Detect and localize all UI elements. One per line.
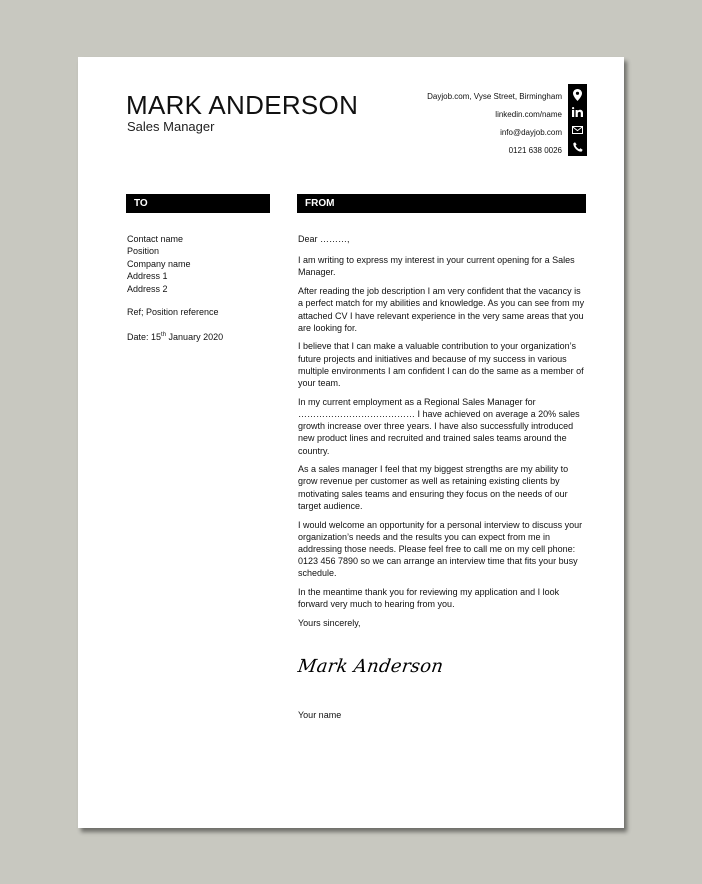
cover-letter-page <box>78 57 624 828</box>
letter-paragraph-2: After reading the job description I am very confident that the vacancy is a perfect match for my abilities and knowledge. As you can see from my attached CV I have relevant experience in the very same areas that you are looking for. <box>298 286 585 333</box>
handwritten-signature: Mark Anderson <box>296 656 445 677</box>
contact-phone: 0121 638 0026 <box>508 146 562 155</box>
letter-paragraph-5: As a sales manager I feel that my biggest strengths are my ability to grow revenue per customer as well as retaining existing clients by motivating sales teams and ensuring they focus on the needs of our target audience. <box>298 464 569 511</box>
letter-paragraph-3: I believe that I can make a valuable contribution to your organization’s future projects and initiatives and because of my success in various multiple environments I am confident I can do the same as a member of your team. <box>298 341 584 389</box>
letter-paragraph-4: In my current employment as a Regional Sales Manager for ………………………………… I have achieved on average a 20% sales growth increase over three years. I have also successfully introduced new product lines and recruited and trained sales teams around the country. <box>298 396 580 456</box>
to-section-heading: TO <box>126 194 270 213</box>
salutation: Dear ………, <box>298 234 350 244</box>
signer-name: Your name <box>298 710 342 720</box>
recipient-position: Position <box>127 246 160 257</box>
recipient-address-2: Address 2 <box>127 283 168 294</box>
location-pin-icon <box>568 86 587 104</box>
applicant-job-title: Sales Manager <box>127 119 215 134</box>
position-reference: Ref; Position reference <box>127 307 219 318</box>
applicant-name: MARK ANDERSON <box>126 90 359 120</box>
contact-icon-bar <box>568 84 587 156</box>
contact-details <box>427 88 562 160</box>
recipient-company: Company name <box>127 258 191 269</box>
contact-email: info@dayjob.com <box>500 128 562 137</box>
recipient-block <box>127 233 223 344</box>
from-section-heading: FROM <box>297 194 586 213</box>
contact-address: Dayjob.com, Vyse Street, Birmingham <box>427 92 562 101</box>
recipient-contact-name: Contact name <box>127 234 184 244</box>
phone-icon <box>568 139 587 157</box>
contact-linkedin: linkedin.com/name <box>495 110 562 119</box>
letter-date: Date: 15th January 2020 <box>127 332 224 343</box>
linkedin-icon <box>568 104 587 122</box>
letter-paragraph-1: I am writing to express my interest in your current opening for a Sales Manager. <box>298 255 575 278</box>
envelope-icon <box>568 121 587 139</box>
letter-paragraph-7: In the meantime thank you for reviewing my application and I look forward very much to hearing from you. <box>298 587 560 610</box>
recipient-address-1: Address 1 <box>127 271 168 282</box>
letter-paragraph-6: I would welcome an opportunity for a personal interview to discuss your organization’s needs and the results you can expect from me in addressing those needs. Please feel free to call me on my cell phone: 0123 456 7890 so we can arrange an interview time that fits your busy schedule. <box>298 519 583 579</box>
closing: Yours sincerely, <box>298 617 361 628</box>
letter-body <box>298 233 588 636</box>
